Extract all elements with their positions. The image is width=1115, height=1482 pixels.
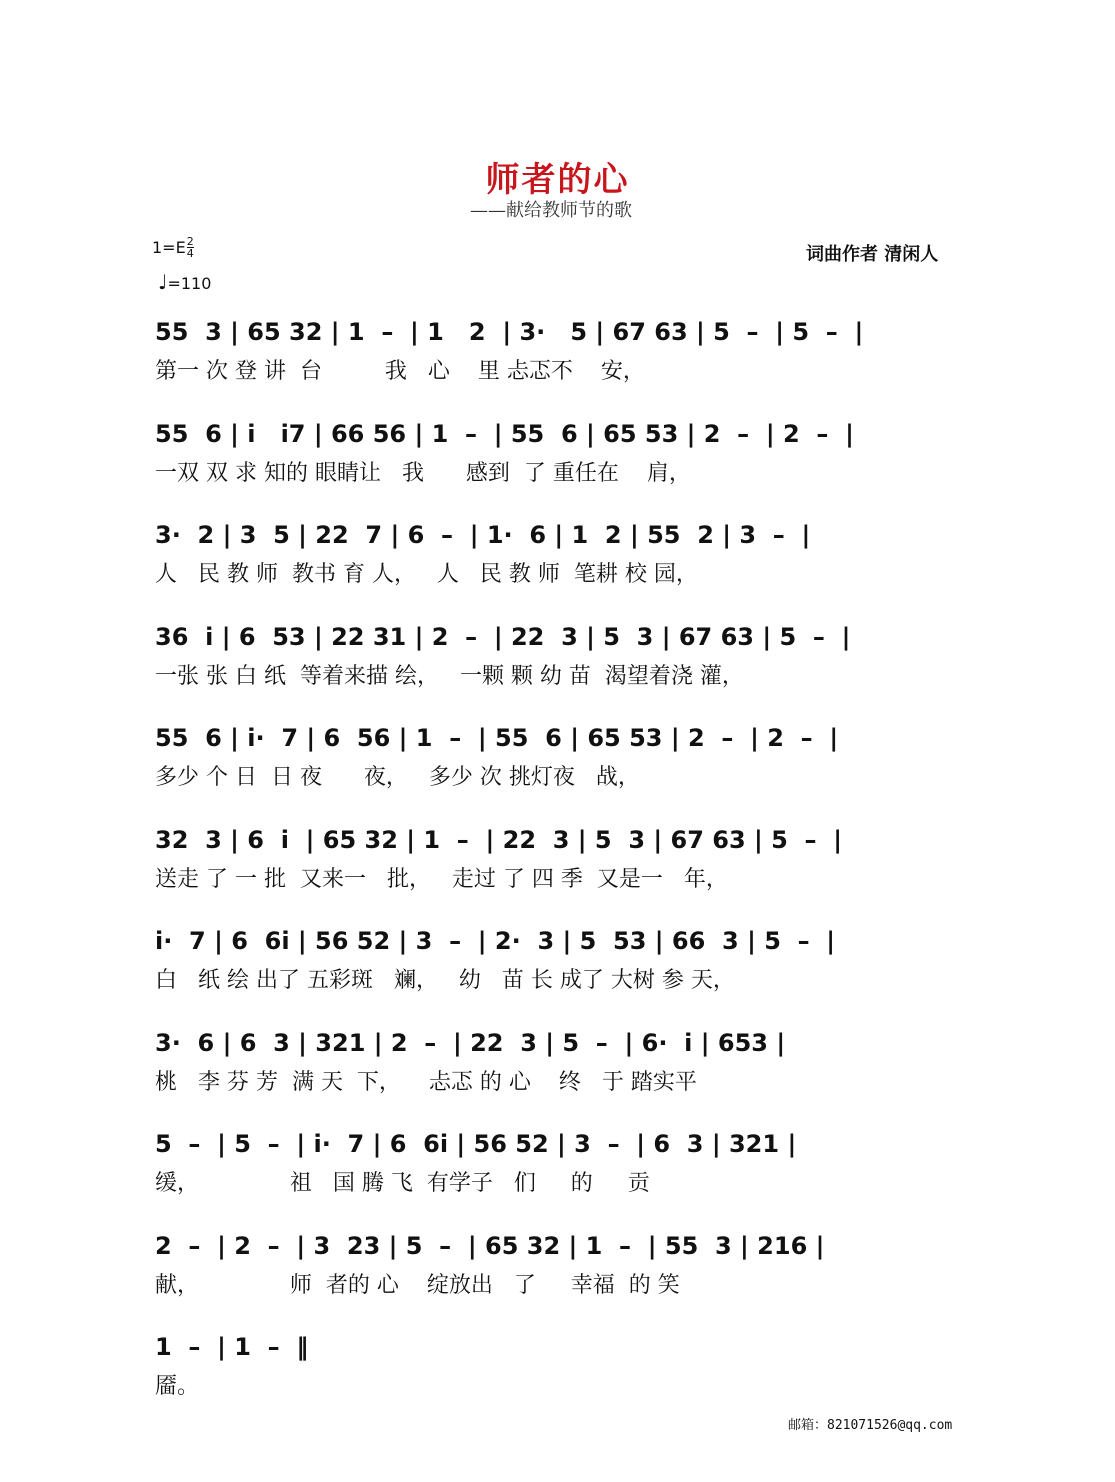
- lyrics-line: 桃 李 芬 芳 满 天 下， 忐忑 的 心 终 于 踏实平: [155, 1069, 697, 1095]
- notation-line: 55 6 | i· 7 | 6 56 | 1 – | 55 6 | 65 53 | 2 – | 2 – |: [155, 724, 839, 752]
- lyrics-line: 靥。: [155, 1374, 200, 1399]
- lyrics-line: 送走 了 一 批 又来一 批， 走过 了 四 季 又是一 年，: [155, 866, 728, 892]
- notation-line: 1 – | 1 – ‖: [155, 1333, 309, 1361]
- key-label: 1=E: [152, 238, 186, 257]
- quarter-note-icon: ♩: [158, 270, 168, 294]
- score-row: [155, 1112, 985, 1214]
- notation-line: 32 3 | 6 i | 65 32 | 1 – | 22 3 | 5 3 | 67 63 | 5 – |: [155, 825, 843, 854]
- notation-line: 3· 6 | 6 3 | 321 | 2 – | 22 3 | 5 – | 6· i | 653 |: [155, 1028, 786, 1057]
- notation-line: 3· 2 | 3 5 | 22 7 | 6 – | 1· 6 | 1 2 | 55 2 | 3 – |: [155, 521, 811, 549]
- song-title: 师者的心: [485, 160, 630, 200]
- score-row: [155, 1315, 985, 1417]
- notation-line: 55 3 | 65 32 | 1 – | 1 2 | 3· 5 | 67 63 | 5 – | 5 – |: [155, 318, 864, 346]
- score-row: [155, 1214, 985, 1316]
- lyrics-line: 人 民 教 师 教书 育 人， 人 民 教 师 笔耕 校 园，: [155, 562, 698, 587]
- lyrics-line: 一双 双 求 知的 眼睛让 我 感到 了 重任在 肩，: [155, 460, 691, 486]
- score: [155, 300, 985, 1417]
- lyrics-line: 缓， 祖 国 腾 飞 有学子 们 的 贡: [155, 1171, 650, 1196]
- lyrics-line: 多少 个 日 日 夜 夜， 多少 次 挑灯夜 战，: [155, 765, 640, 790]
- score-row: [155, 605, 985, 707]
- notation-line: 5 – | 5 – | i· 7 | 6 6i | 56 52 | 3 – | 6 3 | 321 |: [155, 1130, 797, 1158]
- time-denominator: 4: [186, 247, 194, 260]
- notation-line: 55 6 | i i7 | 66 56 | 1 – | 55 6 | 65 53 | 2 – | 2 – |: [155, 419, 854, 448]
- score-row: [155, 909, 985, 1011]
- score-row: [155, 300, 985, 402]
- score-row: [155, 503, 985, 605]
- lyrics-line: 第一 次 登 讲 台 我 心 里 忐忑不 安，: [155, 359, 645, 384]
- notation-line: 2 – | 2 – | 3 23 | 5 – | 65 32 | 1 – | 55 3 | 216 |: [155, 1231, 825, 1260]
- score-row: [155, 808, 985, 910]
- lyrics-line: 一张 张 白 纸 等着来描 绘， 一颗 颗 幼 苗 渴望着浇 灌，: [155, 663, 744, 689]
- lyrics-line: 献， 师 者的 心 绽放出 了 幸福 的 笑: [155, 1272, 680, 1298]
- song-subtitle: ——献给教师节的歌: [470, 200, 632, 221]
- time-numerator: 2: [186, 235, 194, 248]
- time-signature: [187, 236, 194, 259]
- author-credit: 词曲作者 清闲人: [806, 244, 939, 265]
- score-row: [155, 402, 985, 504]
- tempo-marking: [158, 270, 211, 294]
- notation-line: 36 i | 6 53 | 22 31 | 2 – | 22 3 | 5 3 | 67 63 | 5 – |: [155, 622, 851, 651]
- key-signature: [152, 236, 194, 259]
- notation-line: i· 7 | 6 6i | 56 52 | 3 – | 2· 3 | 5 53 | 66 3 | 5 – |: [155, 927, 836, 955]
- tempo-value: =110: [167, 274, 212, 293]
- score-row: [155, 1011, 985, 1113]
- lyrics-line: 白 纸 绘 出了 五彩斑 斓， 幼 苗 长 成了 大树 参 天，: [155, 968, 735, 993]
- score-row: [155, 706, 985, 808]
- footer-email: 邮箱：821071526@qq.com: [788, 1418, 953, 1433]
